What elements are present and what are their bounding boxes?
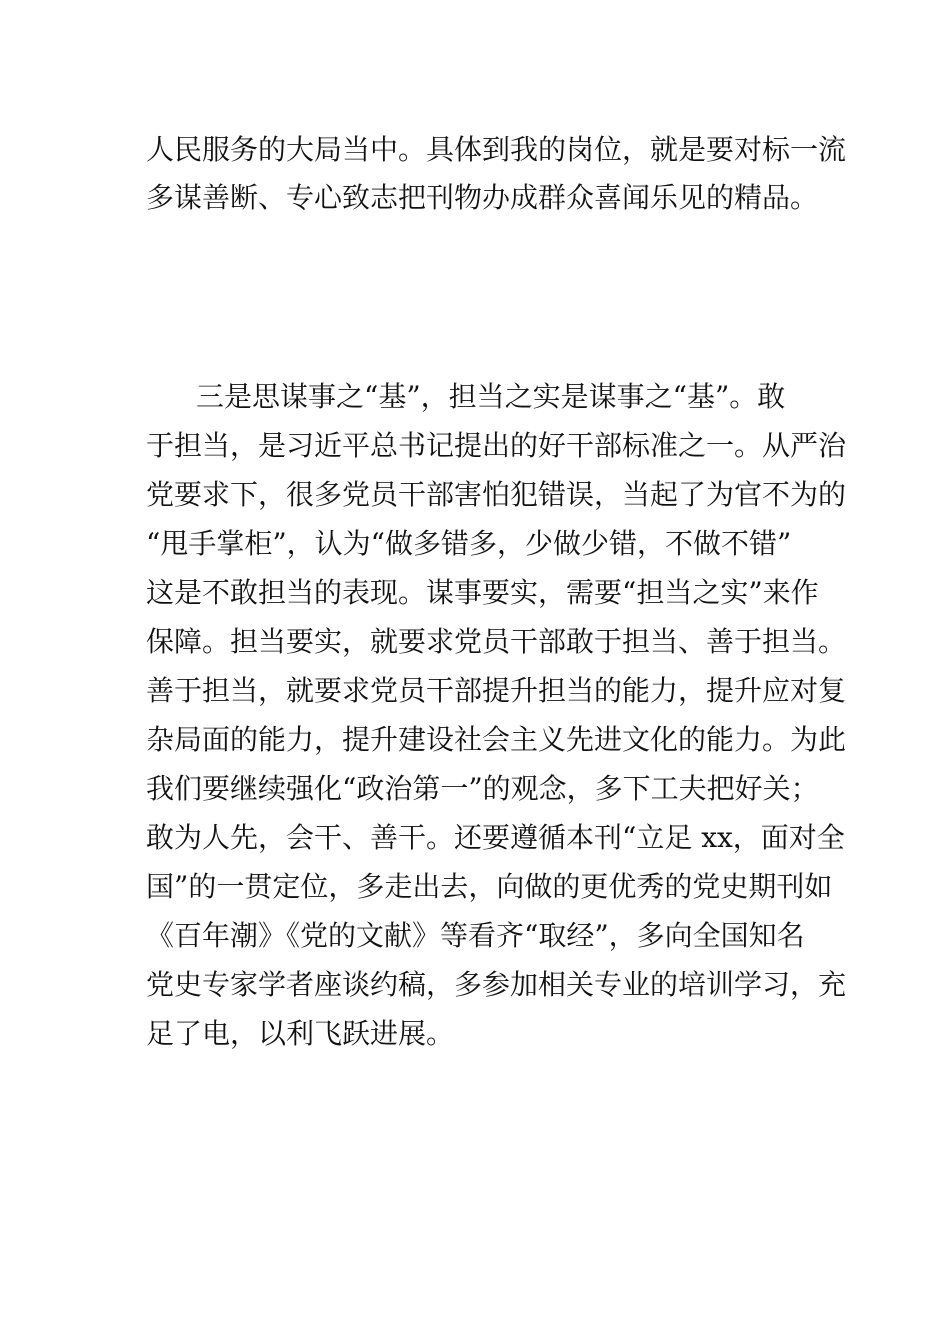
paragraph-2-line-3: 党要求下，很多党员干部害怕犯错误，当起了为官不为的	[146, 478, 847, 511]
paragraph-1-line-2: 多谋善断、专心致志把刊物办成群众喜闻乐见的精品。	[146, 181, 819, 214]
paragraph-1-line-1: 人民服务的大局当中。具体到我的岗位，就是要对标一流	[146, 133, 847, 166]
paragraph-2-line-8: 杂局面的能力，提升建设社会主义先进文化的能力。为此	[146, 723, 847, 756]
paragraph-2-line-9: 我们要继续强化“政治第一”的观念，多下工夫把好关；	[146, 772, 819, 805]
paragraph-2-line-5: 这是不敢担当的表现。谋事要实，需要“担当之实”来作	[146, 576, 819, 609]
paragraph-2-line-1: 三是思谋事之“基”，担当之实是谋事之“基”。敢	[196, 380, 786, 413]
paragraph-2-line-2: 于担当，是习近平总书记提出的好干部标准之一。从严治	[146, 429, 847, 462]
paragraph-2-line-12: 《百年潮》《党的文献》等看齐“取经”，多向全国知名	[146, 919, 805, 952]
paragraph-2-line-10: 敢为人先，会干、善干。还要遵循本刊“立足 xx，面对全	[146, 821, 845, 854]
paragraph-2-line-14: 足了电，以利飞跃进展。	[146, 1017, 455, 1050]
paragraph-2-line-6: 保障。担当要实，就要求党员干部敢于担当、善于担当。	[146, 625, 847, 658]
paragraph-2-line-11: 国”的一贯定位，多走出去，向做的更优秀的党史期刊如	[146, 870, 833, 903]
paragraph-2-line-13: 党史专家学者座谈约稿，多参加相关专业的培训学习，充	[146, 968, 847, 1001]
paragraph-2-line-7: 善于担当，就要求党员干部提升担当的能力，提升应对复	[146, 674, 847, 707]
paragraph-2-line-4: “甩手掌柜”，认为“做多错多，少做少错，不做不错”	[146, 527, 792, 560]
